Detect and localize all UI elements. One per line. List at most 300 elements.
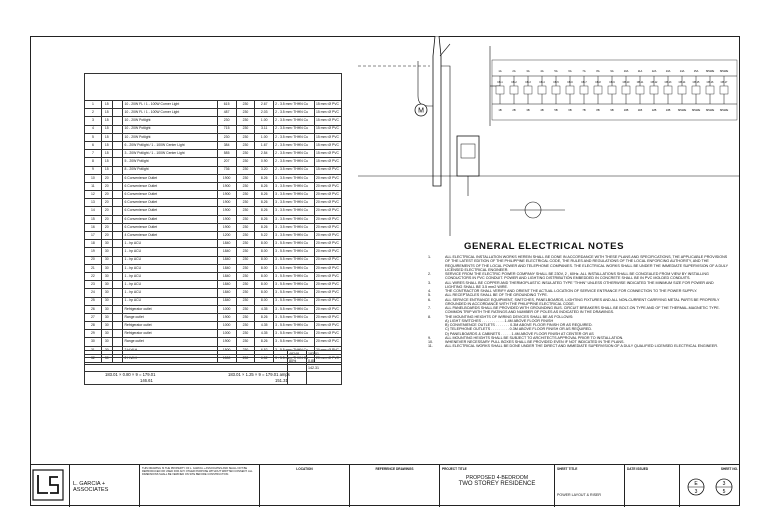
schedule-cell-a: 15 (101, 125, 112, 133)
riser-bottom-label: SPARE (719, 109, 729, 112)
sheet-number-cell (680, 465, 740, 507)
schedule-cell-pipe: 15 mm² Ø PVC (314, 125, 341, 133)
schedule-cell-ckt: 29 (85, 330, 102, 338)
schedule-cell-i: 8.00 (255, 281, 274, 289)
note-text: C) TELEPHONE OUTLETS . . . . . . . . . 0.3M ABOVE FLOOR FINISH OR AS REQUIRED. (445, 327, 593, 332)
total-va: 48248 (288, 351, 307, 358)
note-text: ALL WIRES SHALL BE COPPER AND THERMOPLASTIC INSULATED TYPE "THHN" UNLESS OTHERWISE INDICATED THE MINIMUM SIZE FOR POWER AND LIGHTING SHALL BE 3.5 mm2 WIRE. (445, 280, 714, 289)
schedule-cell-pipe: 15 mm² Ø PVC (314, 141, 341, 149)
breaker-box (496, 86, 504, 94)
schedule-cell-v: 230 (236, 133, 255, 141)
note-text: ALL RECEPTACLES SHALL BE OF THE GROUNDING TYPE. (445, 293, 548, 298)
schedule-cell-desc: 6 Convenience Outlet (123, 182, 217, 190)
schedule-row (85, 248, 342, 256)
location-cell (260, 465, 350, 507)
schedule-cell-va: 230 (217, 117, 236, 125)
note-text: WHENEVER NECESSARY PULL BOXES SHALL BE PROVIDED EVEN IF NOT INDICATED IN THE PLANS. (445, 340, 625, 344)
schedule-cell-desc: 10 - 20W FL / 1 - 100W Corner Light (123, 101, 217, 109)
schedule-cell-desc: 1 - hp ACU (123, 289, 217, 297)
location-label: LOCATION (296, 467, 313, 471)
riser-mid-label: CB-3 (525, 81, 531, 84)
schedule-cell-va: 1840 (217, 281, 236, 289)
schedule-row (85, 117, 342, 125)
schedule-cell-i: 8.26 (255, 338, 274, 346)
note-number: 10. (428, 340, 434, 344)
schedule-cell-ckt: 2 (85, 109, 102, 117)
schedule-cell-va: 230 (217, 133, 236, 141)
svg-text:5: 5 (722, 489, 726, 495)
schedule-cell-desc: 1 - hp ACU (123, 272, 217, 280)
schedule-cell-wire: 3 - 5.5 mm² THHN Cu (274, 264, 315, 272)
schedule-cell-ckt: 1 (85, 101, 102, 109)
schedule-cell-ckt: 12 (85, 191, 102, 199)
schedule-cell-pipe: 20 mm² Ø PVC (314, 297, 341, 305)
riser-top-label: 15A (693, 70, 699, 73)
schedule-cell-pipe: 20 mm² Ø PVC (314, 354, 341, 362)
riser-top-label: 13A (665, 70, 671, 73)
schedule-cell-ckt: 23 (85, 281, 102, 289)
schedule-cell-va: 1900 (217, 215, 236, 223)
schedule-cell-pipe: 20 mm² Ø PVC (314, 322, 341, 330)
schedule-row (85, 330, 342, 338)
schedule-row (85, 191, 342, 199)
schedule-cell-va: 1900 (217, 338, 236, 346)
schedule-cell-desc: 1 - hp ACU (123, 281, 217, 289)
schedule-cell-desc: 6 Convenience Outlet (123, 223, 217, 231)
schedule-row (85, 338, 342, 346)
schedule-cell-i: 3.20 (255, 166, 274, 174)
note-item (428, 255, 728, 272)
notes-title: GENERAL ELECTRICAL NOTES (464, 241, 625, 252)
schedule-cell-wire: 2 - 3.5 mm² THHN Cu (274, 109, 315, 117)
general-notes-list (428, 255, 728, 349)
schedule-cell-a: 20 (101, 232, 112, 240)
schedule-cell-i: 4.35 (255, 305, 274, 313)
schedule-cell-v: 230 (236, 158, 255, 166)
riser-mid-label: CB-1 (497, 81, 503, 84)
schedule-cell-pipe: 20 mm² Ø PVC (314, 338, 341, 346)
schedule-cell-va: 1900 (217, 199, 236, 207)
note-number: 3. (428, 280, 432, 285)
schedule-cell-desc: 6 Convenience Outlet (123, 191, 217, 199)
breaker-box (622, 86, 630, 94)
schedule-cell-ckt: 22 (85, 272, 102, 280)
schedule-row (85, 207, 342, 215)
note-text: ALL ELECTRICAL INSTALLATION WORKS HEREIN SHALL BE DONE IN ACCORDANCE WITH THESE PLANS AND SPECIFICATIONS, THE APPLICABLE PROVISIONS OF THE LATEST EDITION OF THE PHILIPPINE ELECTRICAL CODE, THE RULES AND REGULATIONS OF THE LOCAL ENFORCING AUTHORITY, AND THE REQUIREMENTS OF THE LOCAL POWER AND TELEPHONE COMPANIES. THE ELECTRICAL WORKS SHALL BE UNDER THE IMMEDIATE SUPERVISION OF A DULY LICENSED ELECTRICAL ENGINEER. (445, 255, 728, 272)
schedule-cell-va: 1500 (217, 346, 236, 354)
schedule-cell-pipe: 20 mm² Ø PVC (314, 281, 341, 289)
schedule-cell-a: 30 (101, 305, 112, 313)
schedule-cell-v: 230 (236, 182, 255, 190)
schedule-cell-v: 230 (236, 109, 255, 117)
schedule-cell-wire: 3 - 3.5 mm² THHN Cu (274, 182, 315, 190)
schedule-cell-i: 8.00 (255, 256, 274, 264)
note-text: ALL PANELBOARDS SHALL BE PROVIDED WITH GROUNDING BUS. CIRCUIT BREAKERS SHALL BE BOLT-ON TYPE AND OF THE THERMAL-MAGNETIC TYPE. COMMON TRIP WITH THE RATINGS AND NUMBER OF POLES AS INDICATED IN THE DRAWINGS. (445, 306, 720, 315)
schedule-cell-wire: 3 - 5.5 mm² THHN Cu (274, 338, 315, 346)
riser-bottom-label: 10B (623, 109, 629, 112)
schedule-cell-v: 230 (236, 338, 255, 346)
schedule-cell-ckt: 13 (85, 199, 102, 207)
schedule-cell-va: 736 (217, 166, 236, 174)
breaker-box (510, 86, 518, 94)
schedule-cell-desc: Range outlet (123, 313, 217, 321)
schedule-cell-va: 1900 (217, 223, 236, 231)
schedule-cell-pipe: 15 mm² Ø PVC (314, 109, 341, 117)
riser-top-label: 12A (651, 70, 657, 73)
riser-bottom-label: SPARE (691, 109, 701, 112)
schedule-cell-va: 1900 (217, 313, 236, 321)
schedule-cell-pipe: 20 mm² Ø PVC (314, 330, 341, 338)
schedule-cell-wire: 3 - 3.5 mm² THHN Cu (274, 199, 315, 207)
schedule-row (85, 322, 342, 330)
schedule-cell-i: 6.52 (255, 354, 274, 362)
schedule-cell-wire: 2 - 3.5 mm² THHN Cu (274, 158, 315, 166)
riser-top-label: SPARE (705, 70, 715, 73)
schedule-cell-wire: 2 - 3.5 mm² THHN Cu (274, 117, 315, 125)
riser-mid-label: CB-9 (609, 81, 615, 84)
schedule-cell-i: 2.54 (255, 150, 274, 158)
schedule-cell-wire: 3 - 5.5 mm² THHN Cu (274, 346, 315, 354)
schedule-cell-a: 30 (101, 322, 112, 330)
schedule-cell-pipe: 15 mm² Ø PVC (314, 133, 341, 141)
breaker-box (650, 86, 658, 94)
schedule-cell-pipe: 20 mm² Ø PVC (314, 215, 341, 223)
schedule-cell-wire: 3 - 3.5 mm² THHN Cu (274, 215, 315, 223)
schedule-cell-va: 1000 (217, 305, 236, 313)
firm-logo (30, 465, 70, 507)
schedule-cell-wire: 3 - 5.5 mm² THHN Cu (274, 354, 315, 362)
schedule-cell-a: 30 (101, 338, 112, 346)
schedule-cell-v: 230 (236, 281, 255, 289)
riser-top-label: 4A (540, 70, 544, 73)
schedule-cell-a: 30 (101, 297, 112, 305)
schedule-cell-a: 15 (101, 101, 112, 109)
riser-bottom-label: 3B (526, 109, 530, 112)
schedule-cell-i: 2.03 (255, 109, 274, 117)
project-cell (440, 465, 555, 507)
schedule-cell-i: 8.00 (255, 248, 274, 256)
schedule-row (85, 174, 342, 182)
breaker-box (580, 86, 588, 94)
schedule-cell-a: 15 (101, 117, 112, 125)
schedule-cell-a: 20 (101, 215, 112, 223)
schedule-cell-va: 1840 (217, 264, 236, 272)
title-block (30, 464, 740, 507)
schedule-cell-ckt: 27 (85, 313, 102, 321)
schedule-cell-a: 30 (101, 256, 112, 264)
schedule-cell-v: 230 (236, 330, 255, 338)
schedule-cell-va: 1840 (217, 240, 236, 248)
project-title-label: PROJECT TITLE (442, 467, 467, 471)
schedule-cell-wire: 3 - 5.5 mm² THHN Cu (274, 256, 315, 264)
schedule-row (85, 133, 342, 141)
schedule-cell-v: 230 (236, 117, 255, 125)
schedule-cell-wire: 2 - 3.5 mm² THHN Cu (274, 141, 315, 149)
schedule-cell-pipe: 20 mm² Ø PVC (314, 289, 341, 297)
schedule-cell-i: 8.26 (255, 207, 274, 215)
sheet-no-label: SHEET NO. (720, 467, 738, 471)
schedule-cell-va: 615 (217, 101, 236, 109)
schedule-cell-v: 230 (236, 272, 255, 280)
schedule-cell-v: 230 (236, 223, 255, 231)
schedule-cell-ckt: 21 (85, 264, 102, 272)
schedule-cell-i: 8.00 (255, 264, 274, 272)
schedule-cell-ckt: 24 (85, 289, 102, 297)
schedule-cell-desc: 1 - hp ACU (123, 256, 217, 264)
breaker-box (636, 86, 644, 94)
note-number: 2. (428, 272, 432, 276)
riser-mid-label: CB-11 (636, 81, 644, 84)
riser-mid-label: CB-10 (622, 81, 630, 84)
riser-mid-label: CB-12 (650, 81, 658, 84)
schedule-cell-v: 230 (236, 125, 255, 133)
note-item (428, 306, 728, 315)
schedule-cell-desc: 1 - hp ACU (123, 248, 217, 256)
schedule-cell-a: 20 (101, 174, 112, 182)
schedule-cell-v: 230 (236, 240, 255, 248)
schedule-cell-desc: 5 - 20W Potlight (123, 158, 217, 166)
svg-text:E: E (694, 481, 698, 487)
breaker-box (552, 86, 560, 94)
schedule-cell-v: 230 (236, 199, 255, 207)
schedule-row (85, 256, 342, 264)
schedule-cell-v: 230 (236, 346, 255, 354)
riser-top-label: 7A (582, 70, 586, 73)
schedule-cell-ckt: 25 (85, 297, 102, 305)
schedule-cell-desc: 10 - 20W Potlight (123, 125, 217, 133)
riser-mid-label: CB-2 (511, 81, 517, 84)
schedule-cell-va: 1900 (217, 191, 236, 199)
schedule-cell-i: 2.67 (255, 101, 274, 109)
riser-top-label: 14A (679, 70, 685, 73)
schedule-cell-desc: 10 - 20W Potlight (123, 117, 217, 125)
note-number: 4. (428, 289, 432, 293)
riser-top-label: 3A (526, 70, 530, 73)
demand-pct: 80% (288, 358, 307, 365)
riser-bottom-label: 11B (637, 109, 643, 112)
schedule-cell-wire: 3 - 5.5 mm² THHN Cu (274, 272, 315, 280)
schedule-row (85, 141, 342, 149)
schedule-cell-pipe: 20 mm² Ø PVC (314, 346, 341, 354)
schedule-cell-i: 1.67 (255, 141, 274, 149)
note-number: 6. (428, 297, 432, 302)
schedule-cell-v: 230 (236, 264, 255, 272)
schedule-cell-ckt: 5 (85, 133, 102, 141)
note-text: D) PANELBOARDS & CABINETS . . . . . 1.4M ABOVE FLOOR FINISH AT CENTER OR AS (445, 331, 594, 336)
schedule-cell-a: 30 (101, 354, 112, 362)
schedule-cell-va: 1000 (217, 322, 236, 330)
schedule-cell-desc: 6 - 20W Potlight / 1 - 100W Center Light (123, 141, 217, 149)
schedule-cell-ckt: 31 (85, 346, 102, 354)
schedule-cell-v: 230 (236, 207, 255, 215)
schedule-cell-pipe: 20 mm² Ø PVC (314, 272, 341, 280)
schedule-cell-wire: 3 - 5.5 mm² THHN Cu (274, 281, 315, 289)
schedule-cell-ckt: 16 (85, 223, 102, 231)
schedule-cell-desc: Refrigerator outlet (123, 330, 217, 338)
schedule-cell-desc: 6 Convenience Outlet (123, 174, 217, 182)
note-text: THE CONTRACTOR SHALL VERIFY AND ORIENT THE ACTUAL LOCATION OF SERVICE ENTRANCE FOR CONNECTION TO THE POWER SUPPLY. (445, 289, 698, 293)
schedule-cell-a: 30 (101, 281, 112, 289)
schedule-cell-v: 230 (236, 141, 255, 149)
schedule-cell-va: 384 (217, 141, 236, 149)
panel-schedule-table (84, 73, 342, 363)
schedule-cell-i: 8.00 (255, 289, 274, 297)
schedule-cell-i: 4.35 (255, 330, 274, 338)
schedule-row (85, 305, 342, 313)
schedule-cell-va: 585 (217, 150, 236, 158)
schedule-cell-desc: 1 - hp ACU (123, 264, 217, 272)
schedule-cell-ckt: 8 (85, 158, 102, 166)
sheet-title: POWER LAYOUT & RISER (557, 493, 601, 497)
riser-bottom-label: 2B (512, 109, 516, 112)
reference-label: REFERENCE DRAWINGS (375, 467, 414, 471)
schedule-cell-a: 20 (101, 191, 112, 199)
schedule-cell-pipe: 20 mm² Ø PVC (314, 174, 341, 182)
schedule-cell-desc: Refrigerator outlet (123, 305, 217, 313)
schedule-cell-a: 15 (101, 109, 112, 117)
schedule-cell-va: 1500 (217, 354, 236, 362)
svg-text:3: 3 (694, 489, 698, 495)
schedule-cell-wire: 2 - 3.5 mm² THHN Cu (274, 125, 315, 133)
schedule-cell-ckt: 6 (85, 141, 102, 149)
schedule-totals-table (84, 350, 342, 385)
schedule-row (85, 125, 342, 133)
schedule-cell-wire: 3 - 5.5 mm² THHN Cu (274, 313, 315, 321)
schedule-cell-desc: 2 H.W.H (123, 346, 217, 354)
schedule-cell-desc: 10 - 20W Potlight (123, 133, 217, 141)
schedule-row (85, 150, 342, 158)
schedule-row (85, 232, 342, 240)
riser-top-label: 11A (637, 70, 643, 73)
sheet-number-symbol (682, 471, 738, 501)
schedule-cell-i: 8.26 (255, 182, 274, 190)
schedule-row (85, 223, 342, 231)
schedule-cell-va: 1840 (217, 256, 236, 264)
schedule-cell-i: 3.11 (255, 125, 274, 133)
riser-diagram (340, 36, 740, 236)
schedule-cell-v: 230 (236, 101, 255, 109)
schedule-cell-va: 1840 (217, 297, 236, 305)
schedule-cell-wire: 2 - 3.5 mm² THHN Cu (274, 150, 315, 158)
schedule-cell-pipe: 20 mm² Ø PVC (314, 207, 341, 215)
schedule-row (85, 101, 342, 109)
schedule-cell-wire: 3 - 5.5 mm² THHN Cu (274, 330, 315, 338)
schedule-cell-i: 8.26 (255, 174, 274, 182)
motor-label: M (418, 107, 424, 115)
reference-cell (350, 465, 440, 507)
note-item (428, 344, 728, 348)
schedule-cell-va: 1900 (217, 182, 236, 190)
schedule-cell-ckt: 10 (85, 174, 102, 182)
note-text: THE MOUNTING HEIGHTS OF WIRING DEVICES SHALL BE AS FOLLOWS: (445, 314, 574, 319)
schedule-cell-v: 230 (236, 354, 255, 362)
schedule-row (85, 297, 342, 305)
schedule-cell-pipe: 20 mm² Ø PVC (314, 313, 341, 321)
schedule-cell-i: 6.52 (255, 346, 274, 354)
note-text: A) LIGHT SWITCHES . . . . . . . . . . . 1.4M ABOVE FLOOR FINISH (445, 318, 554, 323)
schedule-cell-desc: Range outlet (123, 338, 217, 346)
breaker-box (538, 86, 546, 94)
note-item (428, 298, 728, 307)
schedule-cell-pipe: 15 mm² Ø PVC (314, 166, 341, 174)
schedule-cell-i: 8.00 (255, 297, 274, 305)
riser-mid-label: CB-7 (581, 81, 587, 84)
schedule-cell-a: 30 (101, 240, 112, 248)
schedule-cell-wire: 3 - 5.5 mm² THHN Cu (274, 240, 315, 248)
schedule-cell-ckt: 26 (85, 305, 102, 313)
schedule-cell-wire: 3 - 5.5 mm² THHN Cu (274, 297, 315, 305)
schedule-cell-va: 1900 (217, 174, 236, 182)
schedule-cell-wire: 3 - 5.5 mm² THHN Cu (274, 305, 315, 313)
total-current: 183.01 (307, 351, 342, 358)
breaker-box (706, 86, 714, 94)
schedule-cell-desc: 1 - hp ACU (123, 240, 217, 248)
riser-mid-label: CB-14 (678, 81, 686, 84)
demand-current: 142.31 (307, 365, 342, 372)
riser-bottom-label: SPARE (677, 109, 687, 112)
note-text: B) CONVENIENCE OUTLETS . . . . . . . 0.3M ABOVE FLOOR FINISH OR AS REQUIRED. (445, 323, 593, 327)
schedule-cell-desc: Refrigerator outlet (123, 322, 217, 330)
schedule-cell-a: 30 (101, 346, 112, 354)
schedule-cell-desc: 4 Convenience Outlet (123, 232, 217, 240)
service-pole (433, 36, 441, 186)
schedule-row (85, 313, 342, 321)
schedule-cell-wire: 2 - 3.5 mm² THHN Cu (274, 166, 315, 174)
note-number: 8. (428, 314, 432, 319)
breaker-box (594, 86, 602, 94)
schedule-cell-pipe: 20 mm² Ø PVC (314, 240, 341, 248)
schedule-cell-ckt: 4 (85, 125, 102, 133)
project-line-1: PROPOSED 4-BEDROOM (465, 475, 529, 481)
schedule-cell-v: 230 (236, 313, 255, 321)
note-number: 1. (428, 255, 432, 259)
schedule-cell-pipe: 20 mm² Ø PVC (314, 182, 341, 190)
note-text: ALL SERVICE ENTRANCE EQUIPMENT, SWITCHES, PANELBOARDS, LIGHTING FIXTURES AND ALL NON-CURRENT CARRYING METAL PARTS BE PROPERLY GROUNDED IN ACCORDANCE WITH THE PHILIPPINE ELECTRICAL CODE. (445, 297, 720, 306)
schedule-cell-desc: 1 - hp ACU (123, 297, 217, 305)
schedule-row (85, 281, 342, 289)
riser-top-label: 5A (554, 70, 558, 73)
note-number: 7. (428, 306, 432, 310)
riser-top-label: 2A (512, 70, 516, 73)
schedule-cell-i: 8.26 (255, 199, 274, 207)
note-text: SERVICE FROM THE ELECTRIC POWER COMPANY SHALL BE 230V, 2 , 60Hz. ALL INSTALLATIONS SHALL BE CONCEALED FROM VIEW BY INSTALLING CONDUCTORS IN PVC CONDUIT. POWER AND LIGHTING DISTRIBUTION EMBEDDED IN CONCRETE SHALL BE IN PVC MOLDED CONDUITS. (445, 272, 709, 281)
riser-bottom-label: 6B (568, 109, 572, 112)
schedule-cell-i: 8.00 (255, 272, 274, 280)
schedule-cell-wire: 3 - 5.5 mm² THHN Cu (274, 322, 315, 330)
schedule-cell-ckt: 7 (85, 150, 102, 158)
demand-factor: 0.80 (307, 358, 342, 365)
formula-right: 183.01 × 1.25 × 9 = 179.01 amps (228, 372, 290, 377)
sheet-title-cell (555, 465, 625, 507)
schedule-cell-wire: 2 - 3.5 mm² THHN Cu (274, 133, 315, 141)
schedule-cell-a: 15 (101, 158, 112, 166)
schedule-row (85, 158, 342, 166)
schedule-cell-pipe: 20 mm² Ø PVC (314, 191, 341, 199)
schedule-cell-pipe: 20 mm² Ø PVC (314, 256, 341, 264)
riser-bottom-label: 7B (582, 109, 586, 112)
riser-mid-label: CB-17 (720, 81, 728, 84)
schedule-cell-pipe: 20 mm² Ø PVC (314, 199, 341, 207)
date-cell (625, 465, 680, 507)
result-left: 146.61 (140, 378, 153, 383)
schedule-row (85, 272, 342, 280)
riser-mid-label: CB-8 (595, 81, 601, 84)
schedule-row (85, 109, 342, 117)
schedule-cell-v: 230 (236, 305, 255, 313)
schedule-row (85, 264, 342, 272)
project-line-2: TWO STOREY RESIDENCE (458, 481, 536, 487)
schedule-cell-a: 20 (101, 223, 112, 231)
